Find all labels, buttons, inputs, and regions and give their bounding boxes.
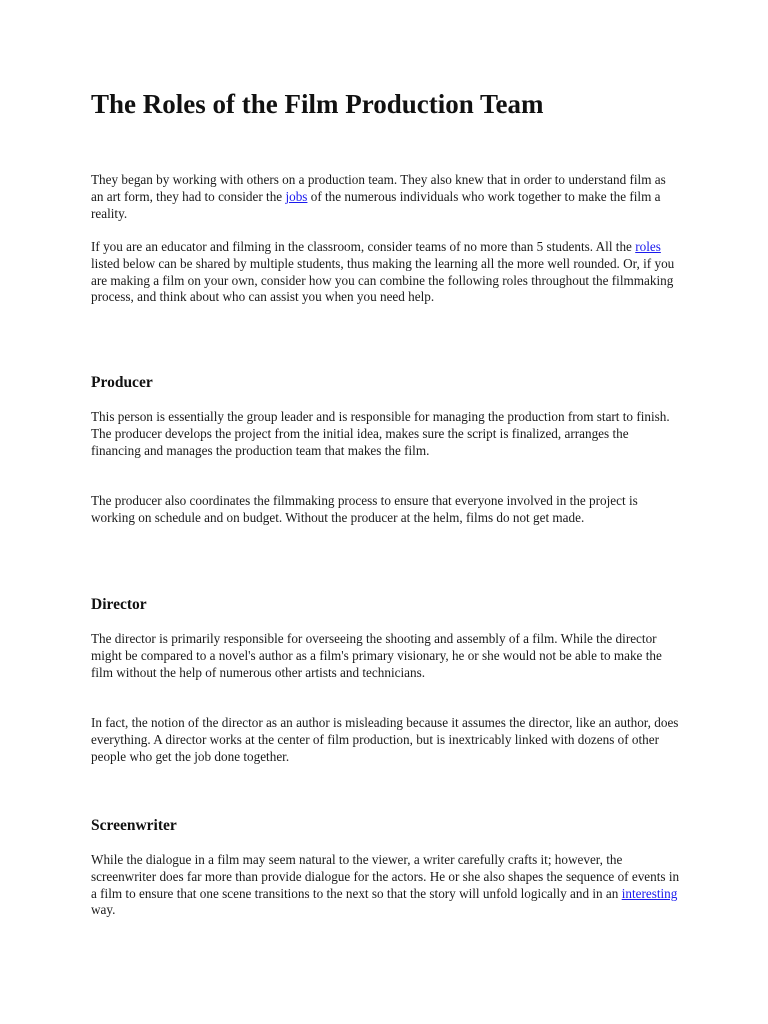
intro-p1-text-after: of the numerous individuals who work together to make the film a reality.	[91, 188, 661, 221]
roles-link[interactable]: roles	[635, 239, 661, 254]
producer-paragraph-2: The producer also coordinates the filmmaking process to ensure that everyone involved in the project is working on schedule and on budget. Without the producer at the helm, films do not get made.	[91, 493, 638, 525]
screenwriter-paragraph-1	[91, 852, 681, 919]
director-paragraph-2: In fact, the notion of the director as an author is misleading because it assumes the director, like an author, does everything. A director works at the center of film production, but is inextricably linked with dozens of other people who get the job done together.	[91, 715, 679, 764]
director-paragraph-1: The director is primarily responsible for overseeing the shooting and assembly of a film. While the director might be compared to a novel's author as a film's primary visionary, he or she would not be able to make the film without the help of numerous other artists and technicians.	[91, 631, 662, 680]
screenwriter-heading: Screenwriter	[91, 817, 177, 834]
producer-paragraph-1: This person is essentially the group leader and is responsible for managing the production from start to finish. The producer develops the project from the initial idea, makes sure the script is finalized, arranges the financing and manages the production team that makes the film.	[91, 409, 670, 458]
intro-paragraph-2	[91, 239, 681, 306]
page-title: The Roles of the Film Production Team	[91, 89, 544, 119]
intro-p2-text-after: listed below can be shared by multiple students, thus making the learning all the more well rounded. Or, if you are making a film on your own, consider how you can combine the following roles throughout the filmmaking process, and think about who can assist you when you need help.	[91, 255, 675, 305]
intro-p2-text-before: If you are an educator and filming in the classroom, consider teams of no more than 5 students. All the	[91, 239, 636, 254]
intro-p1-text-before: They began by working with others on a production team. They also knew that in order to understand film as an art form, they had to consider the	[91, 172, 666, 204]
screenwriter-p1-text-before: While the dialogue in a film may seem natural to the viewer, a writer carefully crafts it; however, the screenwriter does far more than provide dialogue for the actors. He or she also shapes the sequence of events in a film to ensure that one scene transitions to the next so that the story will unfold logically and in an	[91, 852, 680, 901]
screenwriter-p1-text-after: way.	[91, 902, 116, 918]
intro-paragraph-1	[91, 172, 681, 222]
interesting-link[interactable]: interesting	[621, 885, 678, 901]
producer-heading: Producer	[91, 374, 153, 391]
director-heading: Director	[91, 596, 147, 613]
jobs-link[interactable]: jobs	[285, 188, 308, 204]
